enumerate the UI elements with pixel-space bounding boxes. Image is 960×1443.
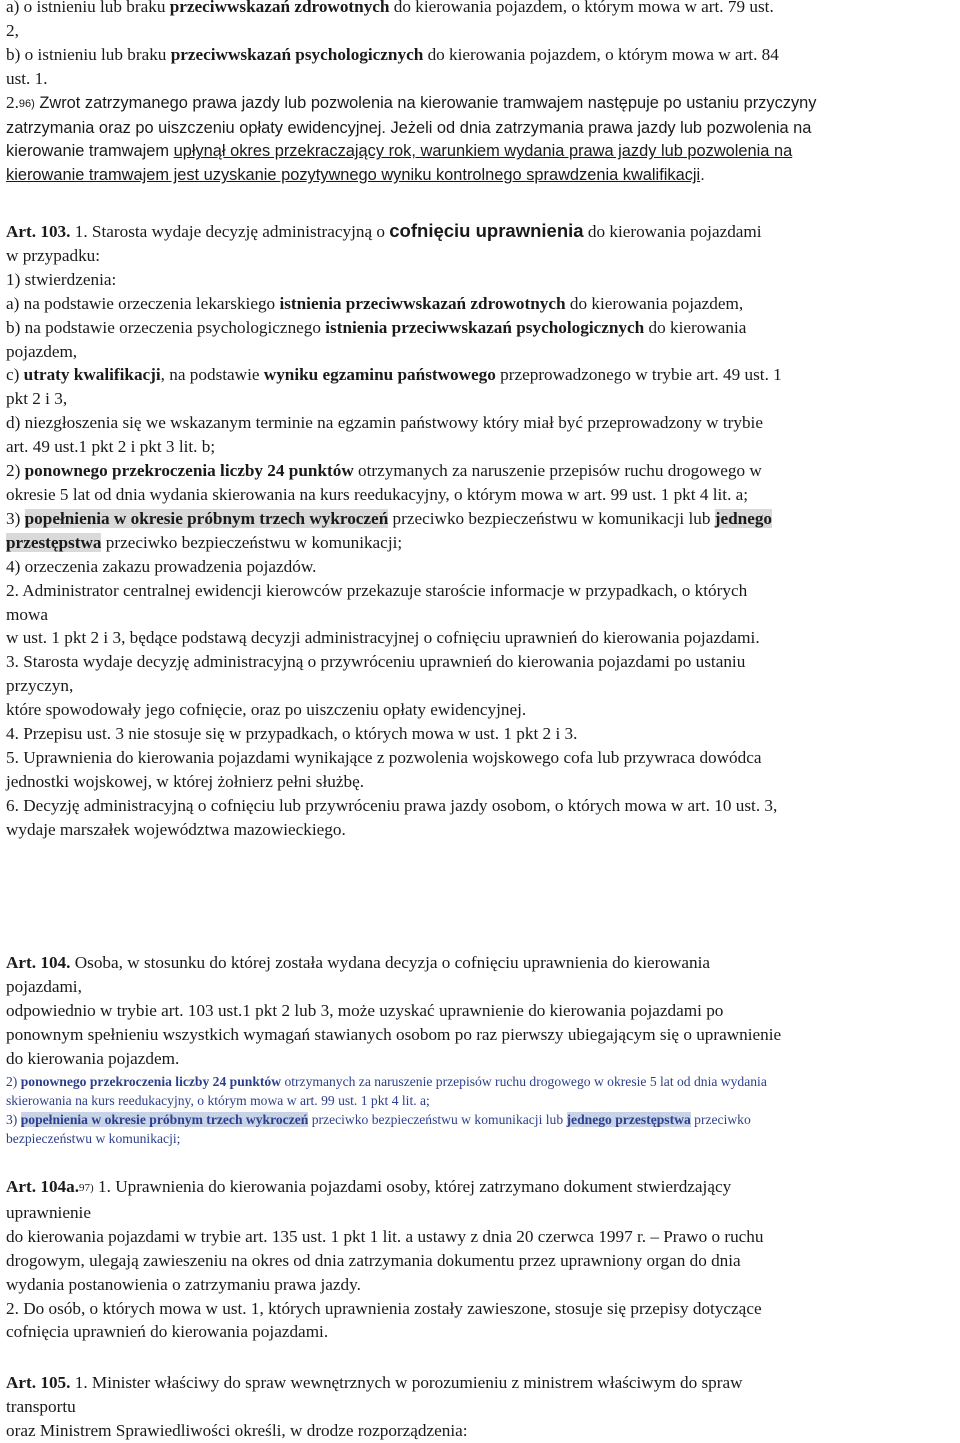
art104-line1: Art. 104. Osoba, w stosunku do której została wydana decyzja o cofnięciu uprawnienia do kierowania [6, 953, 710, 972]
art103-d2: art. 49 ust.1 pkt 2 i pkt 3 lit. b; [6, 437, 216, 457]
art104a-heading: Art. 104a. [6, 1177, 80, 1196]
art103-c2: pkt 2 i 3, [6, 389, 68, 409]
art104a [6, 1175, 763, 1344]
art105-line1: Art. 105. 1. Minister właściwy do spraw wewnętrznych w porozumieniu z ministrem właściwym do spraw [6, 1373, 743, 1392]
art103-line1: Art. 103. 1. Starosta wydaje decyzję administracyjną o cofnięciu uprawnienia do kierowania pojazdami [6, 220, 762, 241]
art103-b2: pojazdem, [6, 341, 78, 361]
para-2-line3: kierowanie tramwajem upłynął okres przekraczający rok, warunkiem wydania prawa jazdy lub pozwolenia na [6, 142, 793, 161]
art104a-line4: drogowym, ulegają zawieszeniu na okres od dnia zatrzymania dokumentu przez uprawniony organ do dnia [6, 1250, 741, 1270]
art104a-line2: uprawnienie [6, 1202, 91, 1222]
art103-d: d) niezgłoszenia się we wskazanym terminie na egzamin państwowy który miał być przeprowadzony w trybie [6, 413, 763, 433]
art103-u3-2: przyczyn, [6, 676, 74, 696]
art103-u6-1: 6. Decyzję administracyjną o cofnięciu lub przywróceniu prawa jazdy osobom, o których mowa w art. 10 ust. 3, [6, 795, 778, 815]
note-3: 3) popełnienia w okresie próbnym trzech wykroczeń przeciwko bezpieczeństwu w komunikacji lub jednego przestępstwa przeciwko [6, 1111, 751, 1127]
art103-u3-3: które spowodowały jego cofnięcie, oraz po uiszczeniu opłaty ewidencyjnej. [6, 700, 527, 720]
footnote-96: 96) [18, 97, 35, 110]
art103-u2-1: 2. Administrator centralnej ewidencji kierowców przekazuje staroście informacje w przypadkach, o których [6, 580, 748, 600]
art103-u3-1: 3. Starosta wydaje decyzję administracyjną o przywróceniu uprawnień do kierowania pojazdami po ustaniu [6, 652, 746, 672]
art103-p3b: przestępstwa przeciwko bezpieczeństwu w komunikacji; [6, 532, 403, 552]
art104a-line5: wydania postanowienia o zatrzymaniu prawa jazdy. [6, 1274, 361, 1294]
art103-p4: 4) orzeczenia zakazu prowadzenia pojazdów. [6, 556, 317, 576]
art104a-line6: 2. Do osób, o których mowa w ust. 1, których uprawnienia zostały zawieszone, stosuje się przepisy dotyczące [6, 1298, 762, 1318]
art105-line2: transportu [6, 1396, 76, 1416]
art103-line3: 1) stwierdzenia: [6, 269, 117, 289]
art104-heading: Art. 104. [6, 953, 71, 972]
art104a-line7: cofnięcia uprawnień do kierowania pojazdami. [6, 1322, 329, 1342]
note-2b: skierowania na kurs reedukacyjny, o którym mowa w art. 99 ust. 1 pkt 4 lit. a; [6, 1092, 430, 1108]
art104-note [6, 1072, 781, 1149]
art102-continuation [6, 0, 816, 188]
art103-p3: 3) popełnienia w okresie próbnym trzech wykroczeń przeciwko bezpieczeństwu w komunikacji lub jednego [6, 508, 773, 528]
art103-line2: w przypadku: [6, 245, 101, 265]
note-3b: bezpieczeństwu w komunikacji; [6, 1131, 181, 1147]
art103-u2-2: mowa [6, 604, 49, 624]
art103 [6, 219, 782, 842]
art103-u5-2: jednostki wojskowej, w której żołnierz pełni służbę. [6, 771, 364, 791]
art104-line4: ponownym spełnieniu wszystkich wymagań stawianych osobom po raz pierwszy ubiegającym się o uprawnienie [6, 1024, 782, 1044]
art104-line3: odpowiednio w trybie art. 103 ust.1 pkt 2 lub 3, może uzyskać uprawnienie do kierowania pojazdami po [6, 1000, 724, 1020]
art104a-line3: do kierowania pojazdami w trybie art. 135 ust. 1 pkt 1 lit. a ustawy z dnia 20 czerwca 1997 r. – Prawo o ruchu [6, 1226, 764, 1246]
para-2-line2: zatrzymania oraz po uiszczeniu opłaty ewidencyjnej. Jeżeli od dnia zatrzymania prawa jazdy lub pozwolenia na [6, 118, 812, 137]
line-b: b) o istnieniu lub braku przeciwwskazań psychologicznych do kierowania pojazdem, o którym mowa w art. 84 [6, 44, 779, 64]
art103-u2-3: w ust. 1 pkt 2 i 3, będące podstawą decyzji administracyjnej o cofnięciu uprawnień do kierowania pojazdami. [6, 628, 760, 648]
art103-u6-2: wydaje marszałek województwa mazowieckiego. [6, 819, 346, 839]
art104-line5: do kierowania pojazdem. [6, 1048, 180, 1068]
art104-line2: pojazdami, [6, 976, 82, 996]
art103-heading: Art. 103. [6, 222, 71, 241]
art105-line3: oraz Ministrem Sprawiedliwości określi, w drodze rozporządzenia: [6, 1420, 468, 1440]
line-a: a) o istnieniu lub braku przeciwwskazań zdrowotnych do kierowania pojazdem, o którym mowa w art. 79 ust. [6, 0, 774, 16]
art103-u5-1: 5. Uprawnienia do kierowania pojazdami wynikające z pozwolenia wojskowego cofa lub przywraca dowódca [6, 747, 762, 767]
art103-p2: 2) ponownego przekroczenia liczby 24 punktów otrzymanych za naruszenie przepisów ruchu drogowego w [6, 461, 762, 481]
art105 [6, 1371, 743, 1443]
art104a-line1: Art. 104a.97) 1. Uprawnienia do kierowania pojazdami osoby, której zatrzymano dokument stwierdzający [6, 1177, 732, 1196]
art103-u4: 4. Przepisu ust. 3 nie stosuje się w przypadkach, o których mowa w ust. 1 pkt 2 i 3. [6, 724, 578, 744]
line-b2: ust. 1. [6, 68, 48, 88]
para-2-line4: kierowanie tramwajem jest uzyskanie pozytywnego wyniku kontrolnego sprawdzenia kwalifikacji. [6, 166, 705, 185]
art103-c: c) utraty kwalifikacji, na podstawie wyniku egzaminu państwowego przeprowadzonego w trybie art. 49 ust. 1 [6, 365, 782, 385]
art103-p2b: okresie 5 lat od dnia wydania skierowania na kurs reedukacyjny, o którym mowa w art. 99 ust. 1 pkt 4 lit. a; [6, 484, 749, 504]
footnote-97: 97) [79, 1182, 94, 1194]
art104 [6, 951, 781, 1148]
art103-b: b) na podstawie orzeczenia psychologicznego istnienia przeciwwskazań psychologicznych do kierowania [6, 317, 747, 337]
line-a2: 2, [6, 20, 19, 40]
para-2-line1: 2.96) Zwrot zatrzymanego prawa jazdy lub pozwolenia na kierowanie tramwajem następuje po ustaniu przyczyny [6, 92, 817, 112]
note-2: 2) ponownego przekroczenia liczby 24 punktów otrzymanych za naruszenie przepisów ruchu drogowego w okresie 5 lat od dnia wydania [6, 1073, 767, 1089]
art103-a: a) na podstawie orzeczenia lekarskiego istnienia przeciwwskazań zdrowotnych do kierowania pojazdem, [6, 293, 744, 313]
art105-heading: Art. 105. [6, 1373, 71, 1392]
